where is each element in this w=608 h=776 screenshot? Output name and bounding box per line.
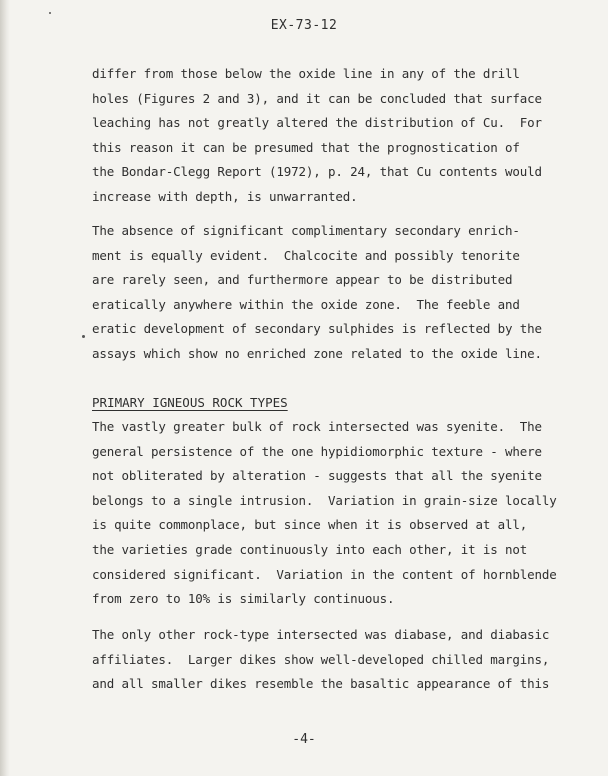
text-line: not obliterated by alteration - suggests that all the syenite <box>92 468 542 484</box>
text-line: are rarely seen, and furthermore appear to be distributed <box>92 272 513 288</box>
paragraph-secondary-enrichment <box>92 219 562 367</box>
text-line: eratic development of secondary sulphides is reflected by the <box>92 321 542 337</box>
text-line: eratically anywhere within the oxide zone. The feeble and <box>92 296 520 312</box>
text-line: considered significant. Variation in the content of hornblende <box>92 566 557 582</box>
text-line: the varieties grade continuously into each other, it is not <box>92 541 528 557</box>
text-line: the Bondar-Clegg Report (1972), p. 24, that Cu contents would <box>92 164 542 180</box>
text-line: ment is equally evident. Chalcocite and possibly tenorite <box>92 247 520 263</box>
text-line: this reason it can be presumed that the prognostication of <box>92 139 520 155</box>
paragraph-syenite <box>92 415 562 612</box>
paragraph-oxide-line <box>92 62 562 210</box>
text-line: The only other rock-type intersected was diabase, and diabasic <box>92 627 550 642</box>
text-line: general persistence of the one hypidiomorphic texture - where <box>92 443 542 459</box>
text-line: is quite commonplace, but since when it is observed at all, <box>92 517 528 533</box>
text-line: assays which show no enriched zone related to the oxide line. <box>92 345 542 361</box>
text-line: from zero to 10% is similarly continuous. <box>92 591 395 607</box>
text-line: differ from those below the oxide line in any of the drill <box>92 66 520 81</box>
section-heading: PRIMARY IGNEOUS ROCK TYPES <box>92 395 288 410</box>
text-line: belongs to a single intrusion. Variation in grain-size locally <box>92 492 557 508</box>
text-line: and all smaller dikes resemble the basaltic appearance of this <box>92 676 550 692</box>
paragraph-diabase <box>92 623 562 697</box>
scan-speck <box>82 335 85 338</box>
text-line: affiliates. Larger dikes show well-developed chilled margins, <box>92 651 550 667</box>
page-number: -4- <box>292 732 316 747</box>
text-line: leaching has not greatly altered the distribution of Cu. For <box>92 115 542 131</box>
text-line: holes (Figures 2 and 3), and it can be concluded that surface <box>92 90 542 106</box>
document-header: EX-73-12 <box>270 18 338 33</box>
text-line: The absence of significant complimentary secondary enrich- <box>92 223 520 238</box>
text-line: The vastly greater bulk of rock intersected was syenite. The <box>92 419 542 434</box>
scan-edge-shadow <box>0 0 10 776</box>
scan-speck <box>49 12 51 14</box>
text-line: increase with depth, is unwarranted. <box>92 188 358 204</box>
